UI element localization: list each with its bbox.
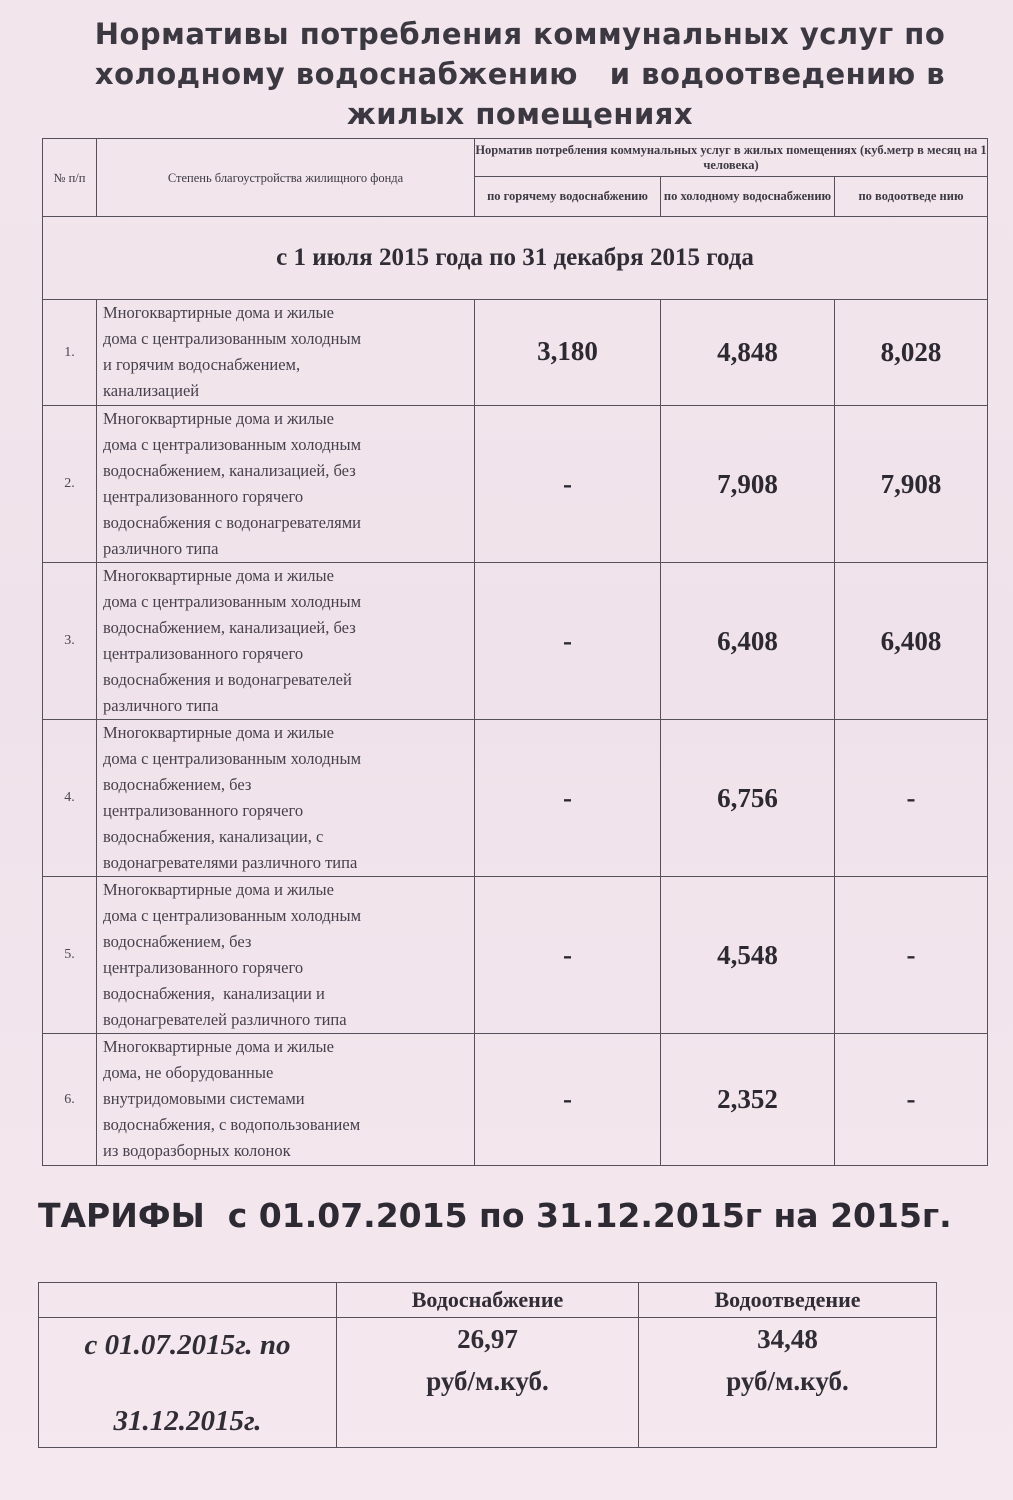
table-row — [43, 563, 988, 720]
row-description — [97, 406, 475, 563]
desc-line: водоснабжением, без — [103, 775, 252, 794]
desc-line: централизованного горячего — [103, 487, 304, 506]
period-line-1: с 01.07.2015г. по — [84, 1329, 291, 1361]
desc-line: и горячим водоснабжением, — [103, 355, 301, 374]
drain-value: - — [835, 1034, 988, 1166]
supply-value: 26,97 — [457, 1324, 518, 1354]
hot-value: - — [475, 877, 661, 1034]
desc-line: внутридомовыми системами — [103, 1089, 305, 1108]
row-description — [97, 877, 475, 1034]
desc-line: водоснабжения, канализации и — [103, 984, 325, 1003]
desc-line: дома с централизованным холодным — [103, 329, 362, 348]
desc-line: Многоквартирные дома и жилые — [103, 880, 334, 899]
table-row — [43, 720, 988, 877]
table-row — [43, 1034, 988, 1166]
desc-line: дома, не оборудованные — [103, 1063, 274, 1082]
cold-value: 4,548 — [661, 877, 835, 1034]
tariffs-table — [38, 1282, 937, 1448]
header-hot: по горячему водоснабжению — [475, 177, 661, 217]
desc-line: различного типа — [103, 696, 219, 715]
supply-unit: руб/м.куб. — [426, 1366, 549, 1396]
document-title — [40, 14, 1000, 134]
period-line-2: 31.12.2015г. — [113, 1405, 262, 1437]
hot-value: - — [475, 406, 661, 563]
desc-line: Многоквартирные дома и жилые — [103, 566, 334, 585]
desc-line: водоснабжением, канализацией, без — [103, 618, 356, 637]
header-drain: по водоотведе нию — [835, 177, 988, 217]
desc-line: дома с централизованным холодным — [103, 592, 362, 611]
header-degree: Степень благоустройства жилищного фонда — [97, 139, 475, 217]
row-description — [97, 563, 475, 720]
water-drainage-tariff — [639, 1318, 937, 1448]
cold-value: 6,756 — [661, 720, 835, 877]
desc-line: водоснабжения и водонагревателей — [103, 670, 352, 689]
hot-value: - — [475, 563, 661, 720]
header-num: № п/п — [43, 139, 97, 217]
title-line-1: Нормативы потребления коммунальных услуг по — [94, 17, 946, 51]
hot-value: - — [475, 1034, 661, 1166]
desc-line: централизованного горячего — [103, 958, 304, 977]
header-water-supply: Водоснабжение — [337, 1283, 639, 1318]
header-water-drainage: Водоотведение — [639, 1283, 937, 1318]
desc-line: централизованного горячего — [103, 801, 304, 820]
row-description — [97, 300, 475, 406]
period-heading: с 1 июля 2015 года по 31 декабря 2015 года — [43, 217, 988, 300]
drain-value: 34,48 — [757, 1324, 818, 1354]
desc-line: водонагревателями различного типа — [103, 853, 358, 872]
table-row — [43, 406, 988, 563]
desc-line: Многоквартирные дома и жилые — [103, 409, 334, 428]
header-cold: по холодному водоснабжению — [661, 177, 835, 217]
table-row — [43, 300, 988, 406]
tariff-corner-cell — [39, 1283, 337, 1318]
row-description — [97, 720, 475, 877]
desc-line: из водоразборных колонок — [103, 1141, 291, 1160]
desc-line: водоснабжения, канализации, с — [103, 827, 324, 846]
cold-value: 4,848 — [661, 300, 835, 406]
desc-line: различного типа — [103, 539, 219, 558]
table-row — [43, 877, 988, 1034]
row-number: 3. — [43, 563, 97, 720]
title-line-3: жилых помещениях — [346, 97, 694, 131]
desc-line: Многоквартирные дома и жилые — [103, 1037, 334, 1056]
desc-line: канализацией — [103, 381, 200, 400]
drain-value: 8,028 — [835, 300, 988, 406]
desc-line: водоснабжением, канализацией, без — [103, 461, 356, 480]
desc-line: водоснабжением, без — [103, 932, 252, 951]
hot-value: - — [475, 720, 661, 877]
row-number: 2. — [43, 406, 97, 563]
drain-value: 6,408 — [835, 563, 988, 720]
desc-line: водоснабжения с водонагревателями — [103, 513, 361, 532]
row-number: 5. — [43, 877, 97, 1034]
desc-line: дома с централизованным холодным — [103, 749, 362, 768]
tariffs-title: ТАРИФЫ с 01.07.2015 по 31.12.2015г на 2015г. — [38, 1196, 952, 1235]
row-number: 4. — [43, 720, 97, 877]
drain-value: - — [835, 720, 988, 877]
desc-line: Многоквартирные дома и жилые — [103, 723, 334, 742]
cold-value: 2,352 — [661, 1034, 835, 1166]
cold-value: 7,908 — [661, 406, 835, 563]
cold-value: 6,408 — [661, 563, 835, 720]
row-number: 6. — [43, 1034, 97, 1166]
drain-unit: руб/м.куб. — [726, 1366, 849, 1396]
title-line-2: холодному водоснабжению и водоотведению в — [94, 57, 946, 91]
desc-line: водоснабжения, с водопользованием — [103, 1115, 361, 1134]
desc-line: водонагревателей различного типа — [103, 1010, 347, 1029]
drain-value: 7,908 — [835, 406, 988, 563]
desc-line: дома с централизованным холодным — [103, 906, 362, 925]
header-norm: Норматив потребления коммунальных услуг в жилых помещениях (куб.метр в месяц на 1 человека) — [475, 139, 988, 177]
hot-value: 3,180 — [475, 300, 661, 406]
desc-line: дома с централизованным холодным — [103, 435, 362, 454]
row-number: 1. — [43, 300, 97, 406]
water-supply-tariff — [337, 1318, 639, 1448]
norms-table — [42, 138, 988, 1166]
tariff-period — [39, 1318, 337, 1448]
drain-value: - — [835, 877, 988, 1034]
desc-line: Многоквартирные дома и жилые — [103, 303, 334, 322]
desc-line: централизованного горячего — [103, 644, 304, 663]
row-description — [97, 1034, 475, 1166]
